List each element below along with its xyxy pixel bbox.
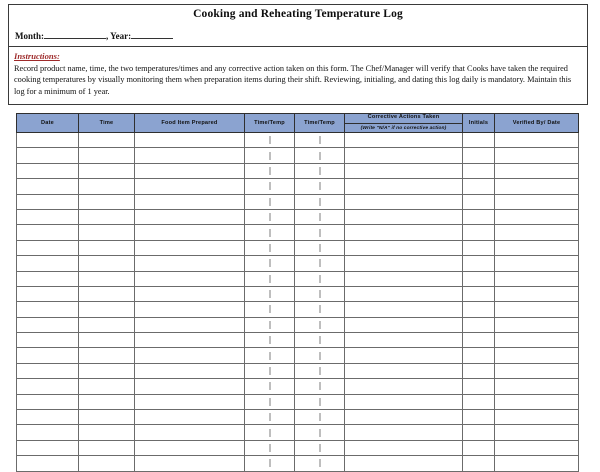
cell-verified_by_date[interactable] — [495, 333, 579, 348]
cell-initials[interactable] — [463, 317, 495, 332]
cell-date[interactable] — [17, 333, 79, 348]
cell-verified_by_date[interactable] — [495, 194, 579, 209]
cell-food_item_prepared[interactable] — [135, 133, 245, 148]
table-row — [17, 271, 579, 286]
cell-time_temp_1[interactable] — [245, 440, 295, 455]
cell-date[interactable] — [17, 348, 79, 363]
cell-corrective_actions[interactable] — [345, 456, 463, 471]
column-header-date — [17, 114, 79, 133]
cell-initials[interactable] — [463, 333, 495, 348]
cell-corrective_actions[interactable] — [345, 317, 463, 332]
cell-food_item_prepared[interactable] — [135, 209, 245, 224]
time-temp-divider-tick — [269, 336, 270, 344]
cell-time[interactable] — [79, 194, 135, 209]
table-row — [17, 225, 579, 240]
cell-initials[interactable] — [463, 440, 495, 455]
time-temp-divider-tick — [319, 382, 320, 390]
time-temp-divider-tick — [319, 352, 320, 360]
cell-food_item_prepared[interactable] — [135, 348, 245, 363]
month-label: Month: — [15, 31, 44, 41]
time-temp-divider-tick — [269, 444, 270, 452]
cell-corrective_actions[interactable] — [345, 163, 463, 178]
cell-corrective_actions[interactable] — [345, 148, 463, 163]
cell-corrective_actions[interactable] — [345, 333, 463, 348]
cell-corrective_actions[interactable] — [345, 225, 463, 240]
cell-time_temp_1[interactable] — [245, 379, 295, 394]
cell-time[interactable] — [79, 163, 135, 178]
column-header-time-temp-1-label: Time/Temp — [254, 119, 285, 126]
time-temp-divider-tick — [269, 367, 270, 375]
page-title: Cooking and Reheating Temperature Log — [193, 8, 403, 20]
cell-corrective_actions[interactable] — [345, 133, 463, 148]
cell-time_temp_1[interactable] — [245, 302, 295, 317]
cell-initials[interactable] — [463, 286, 495, 301]
cell-food_item_prepared[interactable] — [135, 179, 245, 194]
cell-time_temp_2[interactable] — [295, 286, 345, 301]
form-header-box — [8, 4, 588, 47]
table-body — [17, 133, 579, 472]
cell-time[interactable] — [79, 302, 135, 317]
table-row — [17, 363, 579, 378]
cell-corrective_actions[interactable] — [345, 286, 463, 301]
cell-time[interactable] — [79, 133, 135, 148]
year-input-blank[interactable] — [131, 30, 173, 39]
cell-time_temp_2[interactable] — [295, 333, 345, 348]
column-header-initials-label: Initials — [468, 119, 489, 126]
cell-food_item_prepared[interactable] — [135, 333, 245, 348]
cell-time_temp_2[interactable] — [295, 179, 345, 194]
column-header-verified-by-date-label: Verified By/ Date — [512, 119, 561, 126]
cell-time[interactable] — [79, 425, 135, 440]
cell-food_item_prepared[interactable] — [135, 379, 245, 394]
cell-corrective_actions[interactable] — [345, 256, 463, 271]
table-row — [17, 302, 579, 317]
cell-corrective_actions[interactable] — [345, 363, 463, 378]
cell-initials[interactable] — [463, 363, 495, 378]
time-temp-divider-tick — [269, 429, 270, 437]
cell-time_temp_1[interactable] — [245, 425, 295, 440]
time-temp-divider-tick — [319, 244, 320, 252]
cell-food_item_prepared[interactable] — [135, 317, 245, 332]
cell-verified_by_date[interactable] — [495, 133, 579, 148]
corrective-actions-header-stack — [345, 114, 462, 132]
cell-food_item_prepared[interactable] — [135, 425, 245, 440]
time-temp-divider-tick — [269, 398, 270, 406]
cell-time_temp_2[interactable] — [295, 348, 345, 363]
cell-food_item_prepared[interactable] — [135, 286, 245, 301]
time-temp-divider-tick — [269, 290, 270, 298]
column-header-corrective-actions-label: Corrective Actions Taken — [345, 114, 462, 124]
time-temp-divider-tick — [269, 321, 270, 329]
cell-time_temp_1[interactable] — [245, 394, 295, 409]
cell-corrective_actions[interactable] — [345, 302, 463, 317]
table-row — [17, 163, 579, 178]
table-row — [17, 133, 579, 148]
time-temp-divider-tick — [319, 167, 320, 175]
cell-verified_by_date[interactable] — [495, 256, 579, 271]
cell-time_temp_1[interactable] — [245, 456, 295, 471]
cell-food_item_prepared[interactable] — [135, 225, 245, 240]
cell-verified_by_date[interactable] — [495, 425, 579, 440]
cell-initials[interactable] — [463, 410, 495, 425]
cell-corrective_actions[interactable] — [345, 209, 463, 224]
cell-food_item_prepared[interactable] — [135, 163, 245, 178]
cell-verified_by_date[interactable] — [495, 363, 579, 378]
cell-time_temp_1[interactable] — [245, 133, 295, 148]
cell-time[interactable] — [79, 240, 135, 255]
cell-time[interactable] — [79, 256, 135, 271]
cell-date[interactable] — [17, 148, 79, 163]
cell-time[interactable] — [79, 333, 135, 348]
cell-time[interactable] — [79, 209, 135, 224]
cell-date[interactable] — [17, 163, 79, 178]
time-temp-divider-tick — [319, 367, 320, 375]
cell-initials[interactable] — [463, 348, 495, 363]
column-header-time-temp-1 — [245, 114, 295, 133]
cell-corrective_actions[interactable] — [345, 379, 463, 394]
cell-verified_by_date[interactable] — [495, 148, 579, 163]
cell-time_temp_2[interactable] — [295, 456, 345, 471]
cell-corrective_actions[interactable] — [345, 179, 463, 194]
cell-corrective_actions[interactable] — [345, 425, 463, 440]
table-row — [17, 240, 579, 255]
table-row — [17, 317, 579, 332]
cell-time[interactable] — [79, 379, 135, 394]
time-temp-divider-tick — [319, 444, 320, 452]
time-temp-divider-tick — [269, 305, 270, 313]
cell-time[interactable] — [79, 394, 135, 409]
time-temp-divider-tick — [319, 321, 320, 329]
cell-corrective_actions[interactable] — [345, 348, 463, 363]
table-row — [17, 209, 579, 224]
time-temp-divider-tick — [269, 167, 270, 175]
time-temp-divider-tick — [269, 259, 270, 267]
cell-verified_by_date[interactable] — [495, 271, 579, 286]
cell-initials[interactable] — [463, 379, 495, 394]
cell-corrective_actions[interactable] — [345, 240, 463, 255]
time-temp-divider-tick — [319, 229, 320, 237]
column-header-food-item-prepared-label: Food Item Prepared — [161, 119, 218, 126]
time-temp-divider-tick — [269, 244, 270, 252]
time-temp-divider-tick — [269, 198, 270, 206]
cell-time_temp_1[interactable] — [245, 363, 295, 378]
table-row — [17, 286, 579, 301]
table-row — [17, 456, 579, 471]
time-temp-divider-tick — [319, 336, 320, 344]
cell-food_item_prepared[interactable] — [135, 148, 245, 163]
time-temp-divider-tick — [319, 152, 320, 160]
cell-corrective_actions[interactable] — [345, 410, 463, 425]
cell-date[interactable] — [17, 363, 79, 378]
cell-time_temp_2[interactable] — [295, 225, 345, 240]
cell-initials[interactable] — [463, 394, 495, 409]
cell-date[interactable] — [17, 133, 79, 148]
table-row — [17, 348, 579, 363]
cell-food_item_prepared[interactable] — [135, 394, 245, 409]
cell-time_temp_1[interactable] — [245, 256, 295, 271]
cell-initials[interactable] — [463, 302, 495, 317]
cell-time_temp_1[interactable] — [245, 163, 295, 178]
cell-time_temp_1[interactable] — [245, 317, 295, 332]
cell-date[interactable] — [17, 317, 79, 332]
cell-time_temp_2[interactable] — [295, 317, 345, 332]
cell-date[interactable] — [17, 440, 79, 455]
cell-date[interactable] — [17, 456, 79, 471]
time-temp-divider-tick — [319, 305, 320, 313]
cell-initials[interactable] — [463, 425, 495, 440]
column-header-food-item-prepared — [135, 114, 245, 133]
cell-initials[interactable] — [463, 256, 495, 271]
month-year-line — [15, 30, 173, 41]
cell-time_temp_2[interactable] — [295, 209, 345, 224]
cell-date[interactable] — [17, 286, 79, 301]
cell-food_item_prepared[interactable] — [135, 240, 245, 255]
cell-verified_by_date[interactable] — [495, 225, 579, 240]
cell-date[interactable] — [17, 240, 79, 255]
cell-verified_by_date[interactable] — [495, 348, 579, 363]
time-temp-divider-tick — [269, 382, 270, 390]
cell-verified_by_date[interactable] — [495, 440, 579, 455]
instructions-body: Record product name, time, the two temperatures/times and any corrective action taken on this form. The Chef/Manager will verify that Cooks have taken the required cooking temperatures by visually monitoring them when preparation items during their shift. Reviewing, initialing, and dating this log daily is mandatory. Maintain this log for a minimum of 1 year. — [14, 63, 572, 96]
cell-verified_by_date[interactable] — [495, 456, 579, 471]
cell-verified_by_date[interactable] — [495, 179, 579, 194]
cell-initials[interactable] — [463, 194, 495, 209]
time-temp-divider-tick — [269, 229, 270, 237]
cell-time_temp_2[interactable] — [295, 256, 345, 271]
cell-initials[interactable] — [463, 179, 495, 194]
cell-time_temp_1[interactable] — [245, 209, 295, 224]
cell-time[interactable] — [79, 286, 135, 301]
cell-time_temp_1[interactable] — [245, 225, 295, 240]
table-row — [17, 379, 579, 394]
cell-initials[interactable] — [463, 225, 495, 240]
cell-time[interactable] — [79, 363, 135, 378]
cell-time_temp_2[interactable] — [295, 440, 345, 455]
table-row — [17, 179, 579, 194]
cell-time[interactable] — [79, 271, 135, 286]
time-temp-divider-tick — [269, 459, 270, 467]
cell-time_temp_1[interactable] — [245, 179, 295, 194]
time-temp-divider-tick — [319, 459, 320, 467]
cell-food_item_prepared[interactable] — [135, 456, 245, 471]
column-header-time-temp-2 — [295, 114, 345, 133]
cell-food_item_prepared[interactable] — [135, 302, 245, 317]
cell-time_temp_1[interactable] — [245, 194, 295, 209]
cell-corrective_actions[interactable] — [345, 194, 463, 209]
cell-date[interactable] — [17, 179, 79, 194]
cell-time_temp_2[interactable] — [295, 410, 345, 425]
time-temp-divider-tick — [269, 152, 270, 160]
cell-time_temp_1[interactable] — [245, 410, 295, 425]
table-row — [17, 148, 579, 163]
cell-time_temp_2[interactable] — [295, 133, 345, 148]
cell-verified_by_date[interactable] — [495, 317, 579, 332]
cell-initials[interactable] — [463, 456, 495, 471]
column-header-corrective-actions — [345, 114, 463, 133]
temperature-log-table — [16, 113, 579, 472]
cell-food_item_prepared[interactable] — [135, 363, 245, 378]
cell-initials[interactable] — [463, 133, 495, 148]
cell-date[interactable] — [17, 425, 79, 440]
cell-date[interactable] — [17, 225, 79, 240]
cell-corrective_actions[interactable] — [345, 271, 463, 286]
time-temp-divider-tick — [269, 275, 270, 283]
time-temp-divider-tick — [269, 352, 270, 360]
table-header-row — [17, 114, 579, 133]
cell-time_temp_2[interactable] — [295, 271, 345, 286]
column-header-initials — [463, 114, 495, 133]
cell-date[interactable] — [17, 379, 79, 394]
cell-food_item_prepared[interactable] — [135, 271, 245, 286]
cell-time[interactable] — [79, 225, 135, 240]
cell-verified_by_date[interactable] — [495, 209, 579, 224]
time-temp-divider-tick — [319, 136, 320, 144]
column-header-verified-by-date — [495, 114, 579, 133]
cell-initials[interactable] — [463, 271, 495, 286]
time-temp-divider-tick — [319, 398, 320, 406]
month-input-blank[interactable] — [44, 30, 106, 39]
time-temp-divider-tick — [269, 213, 270, 221]
cell-time_temp_2[interactable] — [295, 148, 345, 163]
instructions-box — [8, 47, 588, 105]
cell-date[interactable] — [17, 271, 79, 286]
cell-food_item_prepared[interactable] — [135, 410, 245, 425]
cell-time_temp_2[interactable] — [295, 363, 345, 378]
column-header-time — [79, 114, 135, 133]
cell-time[interactable] — [79, 148, 135, 163]
cell-corrective_actions[interactable] — [345, 394, 463, 409]
cell-time_temp_2[interactable] — [295, 425, 345, 440]
cell-time_temp_2[interactable] — [295, 394, 345, 409]
cell-date[interactable] — [17, 209, 79, 224]
time-temp-divider-tick — [319, 198, 320, 206]
time-temp-divider-tick — [319, 259, 320, 267]
table-row — [17, 394, 579, 409]
cell-date[interactable] — [17, 256, 79, 271]
time-temp-divider-tick — [269, 413, 270, 421]
cell-time[interactable] — [79, 410, 135, 425]
cell-time[interactable] — [79, 440, 135, 455]
year-label: , Year: — [106, 31, 132, 41]
cell-time[interactable] — [79, 456, 135, 471]
cell-verified_by_date[interactable] — [495, 379, 579, 394]
cell-initials[interactable] — [463, 163, 495, 178]
cell-time_temp_1[interactable] — [245, 148, 295, 163]
time-temp-divider-tick — [269, 182, 270, 190]
cell-date[interactable] — [17, 194, 79, 209]
cell-time_temp_2[interactable] — [295, 302, 345, 317]
column-header-time-temp-2-label: Time/Temp — [304, 119, 335, 126]
table-row — [17, 440, 579, 455]
table-row — [17, 256, 579, 271]
cell-verified_by_date[interactable] — [495, 163, 579, 178]
cell-time_temp_1[interactable] — [245, 348, 295, 363]
cell-time_temp_1[interactable] — [245, 333, 295, 348]
table-header — [17, 114, 579, 133]
cell-initials[interactable] — [463, 148, 495, 163]
table-row — [17, 333, 579, 348]
instructions-heading: Instructions: — [14, 51, 60, 61]
cell-time_temp_1[interactable] — [245, 240, 295, 255]
cell-time[interactable] — [79, 348, 135, 363]
cell-food_item_prepared[interactable] — [135, 194, 245, 209]
cell-initials[interactable] — [463, 209, 495, 224]
cell-verified_by_date[interactable] — [495, 286, 579, 301]
time-temp-divider-tick — [319, 213, 320, 221]
table-row — [17, 410, 579, 425]
time-temp-divider-tick — [319, 290, 320, 298]
time-temp-divider-tick — [269, 136, 270, 144]
cell-time[interactable] — [79, 317, 135, 332]
cell-verified_by_date[interactable] — [495, 302, 579, 317]
table-row — [17, 194, 579, 209]
cell-time[interactable] — [79, 179, 135, 194]
time-temp-divider-tick — [319, 182, 320, 190]
cell-time_temp_2[interactable] — [295, 240, 345, 255]
cell-food_item_prepared[interactable] — [135, 440, 245, 455]
cell-verified_by_date[interactable] — [495, 394, 579, 409]
cell-time_temp_1[interactable] — [245, 271, 295, 286]
cell-time_temp_1[interactable] — [245, 286, 295, 301]
table-row — [17, 425, 579, 440]
cell-verified_by_date[interactable] — [495, 410, 579, 425]
column-header-time-label: Time — [99, 119, 114, 126]
column-header-corrective-actions-sublabel: (Write "N/A" if no corrective action) — [360, 125, 447, 131]
time-temp-divider-tick — [319, 413, 320, 421]
time-temp-divider-tick — [319, 275, 320, 283]
cell-verified_by_date[interactable] — [495, 240, 579, 255]
cell-corrective_actions[interactable] — [345, 440, 463, 455]
cell-date[interactable] — [17, 410, 79, 425]
cell-date[interactable] — [17, 302, 79, 317]
cell-time_temp_2[interactable] — [295, 379, 345, 394]
cell-food_item_prepared[interactable] — [135, 256, 245, 271]
time-temp-divider-tick — [319, 429, 320, 437]
column-header-date-label: Date — [41, 119, 54, 126]
cell-time_temp_2[interactable] — [295, 194, 345, 209]
cell-time_temp_2[interactable] — [295, 163, 345, 178]
cell-initials[interactable] — [463, 240, 495, 255]
cell-date[interactable] — [17, 394, 79, 409]
